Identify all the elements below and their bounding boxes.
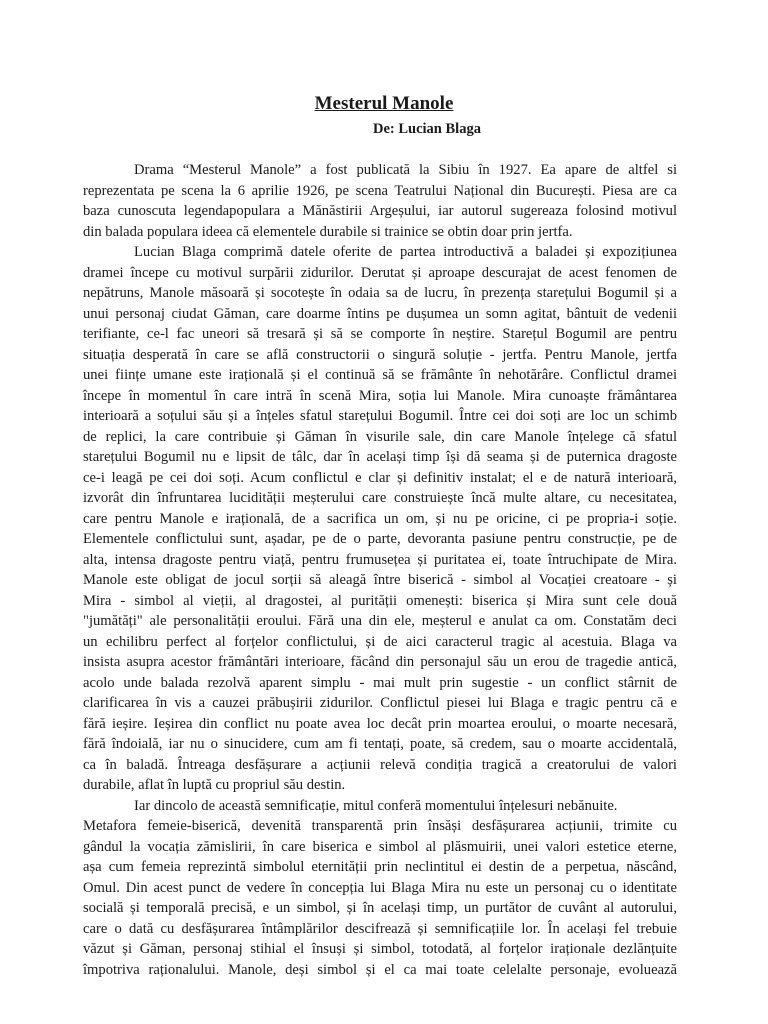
text-line: de replici, la care contribuie și Găman în visurile sale, din care Manole înțelege că sfatul [83, 428, 677, 445]
text-line: așa cum femeia reprezintă simbolul eternității prin neclintitul ei destin de a perpetua, născând, [83, 859, 677, 875]
text-line: Mira - simbol al vieții, al dragostei, al purității omenești: biserica și Mira sunt cele două [83, 592, 677, 609]
author-line: De: Lucian Blaga [373, 121, 481, 137]
text-line: dramei începe cu motivul surpării zidurilor. Derutat și aproape descurajat de acest fenomen de [83, 264, 677, 281]
text-line: fără ieșire. Ieșirea din conflict nu poate avea loc decât prin moartea eroului, o moarte necesară, [83, 715, 677, 732]
text-line: care pentru Manole e irațională, de a sacrifica un om, și nu pe oricine, ci pe propria-i soție. [83, 510, 677, 527]
text-line: gândul la vocația zămislirii, în care biserica e simbol al plăsmuirii, unei valori estetice eterne, [83, 838, 677, 855]
text-line: starețului Bogumil nu e lipsit de tâlc, dar în același timp își dă seama și de puternica dragoste [83, 449, 677, 465]
text-line: care o dată cu desfășurarea întâmplărilor descifrează și semnificațiile lor. În același fel trebuie [83, 920, 677, 937]
text-line: insista asupra acestor frământări interioare, făcând din personajul său un erou de tragedie antică, [83, 654, 677, 670]
text-line: clarificarea în vis a cauzei prăbușirii zidurilor. Conflictul piesei lui Blaga e tragic pentru că e [83, 695, 677, 711]
text-line: socială și temporală precisă, e un simbol, și în același timp, un purtător de cuvânt al autorului, [83, 900, 677, 916]
text-line: Metafora femeie-biserică, devenită transparentă prin însăși desfășurarea acțiunii, trimite cu [83, 818, 677, 834]
text-line: nepătruns, Manole măsoară și socotește în odaia sa de lucru, în prezența starețului Bogumil și a [83, 285, 677, 301]
text-line: alta, intensa dragoste pentru viață, pentru frumusețea și puritatea ei, toate întruchipate de Mira. [83, 551, 677, 568]
text-line: interioară a soțului său și a înțeles sfatul starețului Bogumil. Între cei doi soți are loc un schimb [83, 408, 677, 424]
text-line: Iar dincolo de această semnificație, mitul conferă momentului înțelesuri nebănuite. [134, 797, 618, 814]
text-line: ca în baladă. Întreaga desfășurare a acțiunii relevă condiția tragică a creatorului de valori [83, 756, 677, 773]
text-line: văzut și Găman, personaj stihial el însuși și simbol, totodată, al forțelor iraționale dezlănțuite [83, 941, 677, 957]
text-line: "jumătăți" ale personalității eroului. Fără una din ele, meșterul e anulat ca om. Constatăm deci [83, 613, 677, 629]
text-line: împotriva raționalului. Manole, deși simbol și el ca mai toate celelalte personaje, evoluează [83, 961, 677, 978]
text-line: începe în momentul în care intră în scenă Mira, soția lui Manole. Mira cunoaște frământarea [83, 387, 677, 404]
text-line: durabile, aflat în luptă cu propriul său destin. [83, 777, 346, 793]
text-line: Omul. Din acest punct de vedere în concepția lui Blaga Mira nu este un personaj cu o identitate [83, 879, 677, 896]
text-line: Lucian Blaga comprimă datele oferite de partea introductivă a baladei și expozițiunea [134, 244, 677, 260]
text-line: terifiante, ce-l fac uneori să tresară și să se comporte în neștire. Starețul Bogumil are pentru [83, 326, 677, 342]
text-line: izvorât din înfruntarea lucidității meșterului care construiește încă multe altare, cu necesitatea, [83, 490, 677, 506]
text-line: fără îndoială, iar nu o sinucidere, cum am fi tentați, poate, să credem, sau o moarte accidentală, [83, 736, 677, 752]
text-line: Elementele conflictului sunt, așadar, pe de o parte, devoranta pasiune pentru construcție, pe de [83, 531, 677, 547]
text-line: Manole este obligat de jocul sorții să aleagă între biserică - simbol al Vocației creatoare - și [83, 572, 677, 588]
text-line: Drama “Mesterul Manole” a fost publicată la Sibiu în 1927. Ea apare de altfel si [134, 162, 677, 178]
text-line: ce-i leagă pe cei doi soți. Acum conflictul e clar și definitiv instalat; el e de natură interioară, [83, 469, 677, 486]
text-line: un echilibru perfect al forțelor conflictului, și de aici caracterul tragic al acestuia. Blaga va [83, 633, 677, 650]
document-title: Mesterul Manole [314, 93, 454, 114]
text-line: baza cunoscuta legendapopulara a Mănăstirii Argeșului, iar autorul sugereaza folosind motivul [83, 203, 677, 219]
text-line: unui personaj ciudat Găman, care doarme întins pe dușumea un somn agitat, bântuit de vedenii [83, 305, 677, 322]
text-line: unei ființe umane este irațională și el continuă să se frământe în nehotărâre. Conflictul dramei [83, 367, 677, 383]
text-line: reprezentata pe scena la 6 aprilie 1926, pe scena Teatrului Național din București. Piesa are ca [83, 182, 677, 199]
text-line: din balada populara ideea că elementele durabile si trainice se obtin doar prin jertfa. [83, 223, 573, 240]
text-line: acolo unde balada rezolvă aparent simplu - mai mult prin sugestie - un conflict stârnit de [83, 674, 677, 691]
text-line: situația desperată în care se află constructorii o singură soluție - jertfa. Pentru Manole, jertfa [83, 346, 677, 363]
